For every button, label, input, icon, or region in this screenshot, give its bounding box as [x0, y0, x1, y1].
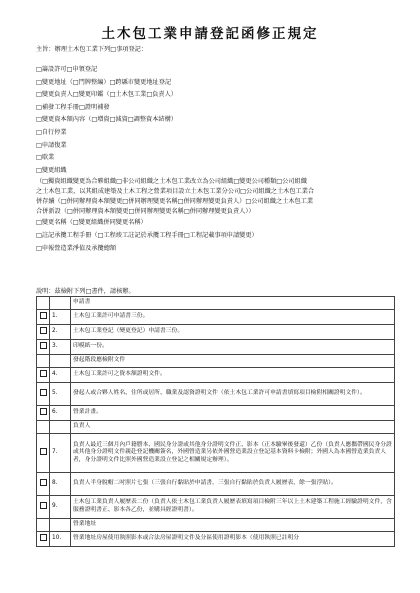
item-number: 5.	[50, 383, 71, 406]
document-checkbox[interactable]	[37, 434, 50, 473]
table-row	[37, 434, 395, 473]
checkbox-icon[interactable]	[40, 389, 47, 396]
item-description: 負責人半身脫帽二吋照片七張（三張自行黏貼於申請書，三張自行黏貼於負責人履歷表，餘一張浮貼）。	[71, 473, 395, 496]
registration-item: □註記承攬工程手冊（□工程竣工註記於承攬工程手冊□工程記載事項申請變更）	[36, 231, 258, 239]
table-row	[37, 473, 395, 496]
registration-item: □自行停業	[36, 128, 67, 136]
item-number: 1.	[50, 310, 71, 325]
table-section-label: 申請書	[71, 297, 395, 310]
registration-item: □變更負責人□變更印鑑（□土木包工業□負責人）	[36, 91, 177, 99]
item-description: 土木包工業負責人履歷表二份（負責人依土木包工業負責人履歷表填寫項目檢附三年以上土木建築工程施工經驗證明文件，含服務證明書正、影本各乙份，並購具經證明書）。	[71, 496, 395, 519]
document-checkbox[interactable]	[37, 368, 50, 383]
item-description: 發起人或合夥人姓名、住所或居所、職業及認資證明文件（依土木包工業許可申請書填寫項目檢附相關證明文件）。	[71, 383, 395, 406]
checkbox-cell	[37, 519, 50, 532]
registration-item: □申報營造業淨值及承攬總額	[36, 244, 117, 252]
attachment-note: 說明：茲檢附下列□書件，請核辦。	[36, 288, 135, 295]
item-description: 土木包工業許可申請書三份。	[71, 310, 395, 325]
item-number: 3.	[50, 340, 71, 355]
document-checkbox[interactable]	[37, 496, 50, 519]
registration-item: □籌設許可□申領登記	[36, 66, 98, 73]
checkbox-cell	[37, 355, 50, 368]
document-checkbox[interactable]	[37, 383, 50, 406]
registration-item: □補發工程手冊□證明補發	[36, 103, 110, 111]
document-checkbox[interactable]	[37, 406, 50, 421]
item-number: 4.	[50, 368, 71, 383]
checkbox-icon[interactable]	[40, 448, 47, 455]
subject-line: 主旨：辦理土木包工業下列□事項登記：	[36, 46, 148, 53]
document-checkbox[interactable]	[37, 532, 50, 547]
checkbox-icon[interactable]	[40, 408, 47, 415]
table-section-label: 發起階段應檢附文件	[71, 355, 395, 368]
table-section-row	[37, 519, 395, 532]
document-checkbox[interactable]	[37, 325, 50, 340]
table-row	[37, 532, 395, 547]
item-number: 9.	[50, 496, 71, 519]
checkbox-cell	[37, 297, 50, 310]
table-row	[37, 310, 395, 325]
registration-item: （□獨資組織變更為合夥組織□非公司組織之土木包工業改立為公司組織□變更公司種類□公司組織	[36, 178, 307, 186]
table-row	[37, 340, 395, 355]
document-checkbox[interactable]	[37, 473, 50, 496]
table-row	[37, 496, 395, 519]
registration-item: □歇業	[36, 154, 55, 162]
table-section-row	[37, 297, 395, 310]
item-description: 營業地址房屋使用執照影本或合法房屋證明文件及分區使用證明影本（使用執照已註明分	[71, 532, 395, 547]
registration-item: □變更資本額內容（□增資□減資□調整資本結構）	[36, 116, 177, 124]
registration-item: □申請復業	[36, 141, 67, 149]
registration-item: □變更組織	[36, 166, 67, 174]
checkbox-icon[interactable]	[40, 342, 47, 349]
document-checkbox[interactable]	[37, 310, 50, 325]
table-section-label: 負責人	[71, 421, 395, 434]
registration-item-list	[36, 64, 396, 255]
table-row	[37, 383, 395, 406]
item-description: 營業計畫。	[71, 406, 395, 421]
number-cell	[50, 355, 71, 368]
checkbox-icon[interactable]	[40, 502, 47, 509]
document-checkbox[interactable]	[37, 340, 50, 355]
checkbox-icon[interactable]	[40, 327, 47, 334]
table-row	[37, 325, 395, 340]
registration-item: 合併新設（□併同辦理資本額變更□併同辦理變更名稱□併同辦理變更負責人））	[36, 208, 255, 216]
required-documents-table	[36, 296, 395, 547]
number-cell	[50, 519, 71, 532]
item-number: 10.	[50, 532, 71, 547]
checkbox-icon[interactable]	[40, 534, 47, 541]
item-description: 負責人最近三個月內戶籍謄本、國民身分證或其他身分證明文件正、影本（正本驗畢後發還）乙份（負責人應攜帶國民身分證或其他身分證明文件親赴登記機關簽名，外國營造業另依外國營造業設立登記基本資料卡檢附；外國人為本國營造業負責人者，身分證明文件比照外國營造業設立登記之相關規定辦理）。	[71, 434, 395, 473]
registration-item: □變更名稱（□變更組織併同變更名稱）	[36, 219, 147, 227]
registration-item: □變更地址（□門牌整編）□跨縣市變更地址登記	[36, 78, 172, 86]
document-title: 土木包工業申請登記函修正規定	[101, 26, 319, 42]
item-description: 土木包工業登記（變更登記）申請書三份。	[71, 325, 395, 340]
item-description: 印模紙一份。	[71, 340, 395, 355]
table-section-row	[37, 355, 395, 368]
item-number: 2.	[50, 325, 71, 340]
checkbox-icon[interactable]	[40, 370, 47, 377]
number-cell	[50, 421, 71, 434]
registration-item: 併存續（□併同辦理資本額變更□併同辦理變更名稱□併同辦理變更負責人）□公司組織之土木包工業	[36, 198, 314, 206]
table-section-row	[37, 421, 395, 434]
registration-item: 之土木包工業，以其組成建築及土木工程之營業項目設立土木包工業分公司□公司組織之土木包工業合	[36, 188, 315, 196]
table-row	[37, 368, 395, 383]
item-number: 6.	[50, 406, 71, 421]
item-number: 7.	[50, 434, 71, 473]
item-number: 8.	[50, 473, 71, 496]
checkbox-icon[interactable]	[40, 479, 47, 486]
checkbox-cell	[37, 421, 50, 434]
item-description: 土木包工業許可之資本額證明文件。	[71, 368, 395, 383]
number-cell	[50, 297, 71, 310]
checkbox-icon[interactable]	[40, 312, 47, 319]
table-row	[37, 406, 395, 421]
table-section-label: 營業地址	[71, 519, 395, 532]
